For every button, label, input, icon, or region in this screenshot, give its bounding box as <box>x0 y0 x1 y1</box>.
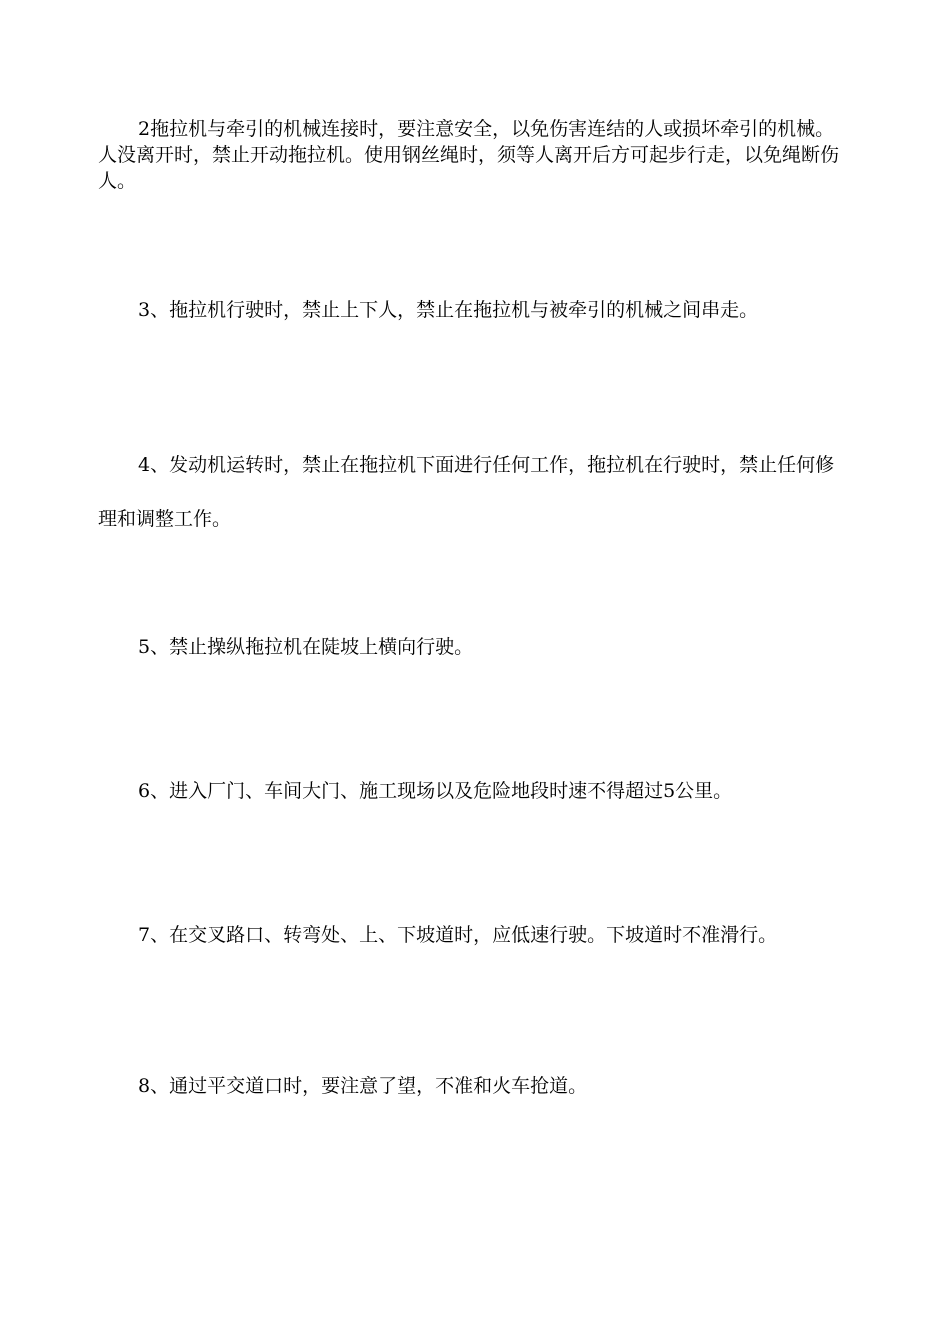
paragraph-rule-6: 6、进入厂门、车间大门、施工现场以及危险地段时速不得超过5公里。 <box>138 780 733 802</box>
paragraph-rule-4: 4、发动机运转时，禁止在拖拉机下面进行任何工作，拖拉机在行驶时，禁止任何修理和调整工作。 <box>98 454 835 530</box>
paragraph-rule-2: 2拖拉机与牵引的机械连接时，要注意安全，以免伤害连结的人或损坏牵引的机械。人没离开时，禁止开动拖拉机。使用钢丝绳时，须等人离开后方可起步行走，以免绳断伤人。 <box>98 118 840 192</box>
paragraph-rule-3: 3、拖拉机行驶时，禁止上下人，禁止在拖拉机与被牵引的机械之间串走。 <box>138 299 759 321</box>
paragraph-rule-5: 5、禁止操纵拖拉机在陡坡上横向行驶。 <box>138 636 474 658</box>
paragraph-rule-7: 7、在交叉路口、转弯处、上、下坡道时，应低速行驶。下坡道时不准滑行。 <box>138 924 778 946</box>
paragraph-rule-8: 8、通过平交道口时，要注意了望，不准和火车抢道。 <box>138 1075 588 1097</box>
